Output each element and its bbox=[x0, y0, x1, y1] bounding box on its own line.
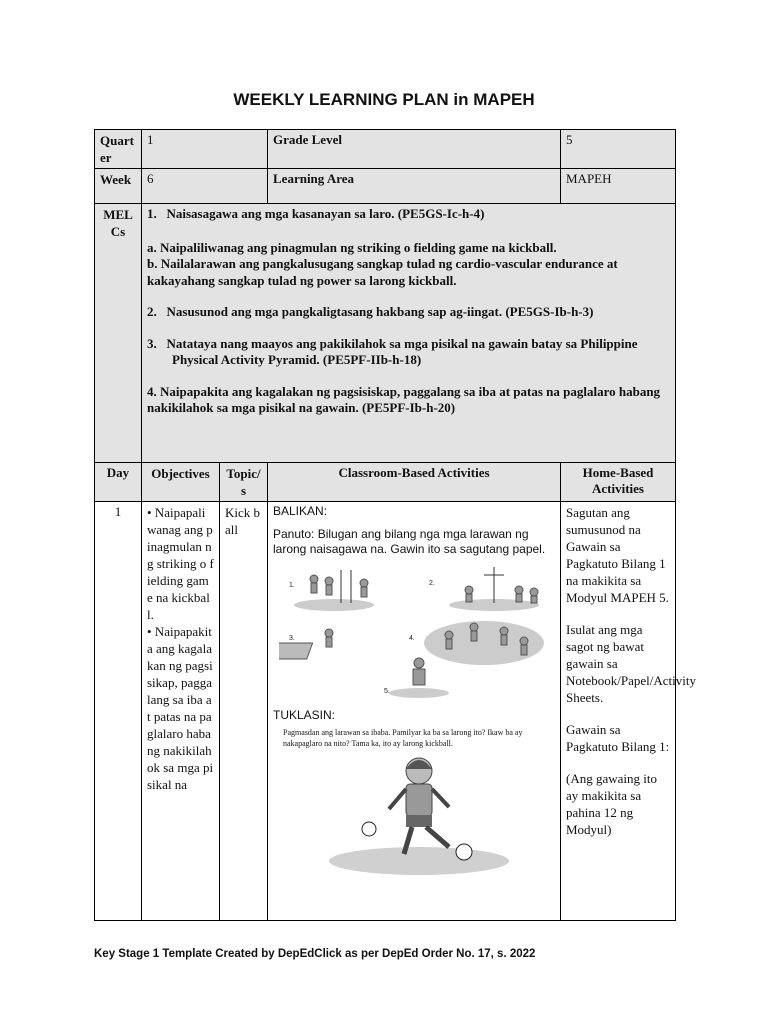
quarter-label: Quarter bbox=[95, 130, 142, 169]
balikan-heading: BALIKAN: bbox=[273, 504, 328, 518]
kids-games-illustration bbox=[279, 565, 549, 700]
home-activity-2: Isulat ang mga sagot ng bawat gawain sa Notebook/Papel/Activity Sheets. bbox=[566, 622, 696, 705]
home-activity-3: Gawain sa Pagkatuto Bilang 1: bbox=[566, 722, 670, 754]
melcs-row bbox=[95, 204, 676, 463]
objective-1: • Naipapaliwanag ang pinagmulan ng striking o fielding game na kickball. bbox=[147, 505, 214, 622]
melc-item-2: 2. Nasusunod ang mga pangkaligtasang hakbang sap ag-iingat. (PE5GS-Ib-h-3) bbox=[147, 304, 594, 319]
learning-area-value: MAPEH bbox=[561, 169, 676, 204]
kickball-boy-illustration bbox=[314, 749, 514, 879]
grade-level-label: Grade Level bbox=[268, 130, 561, 169]
day-1-row bbox=[95, 502, 676, 921]
col-day: Day bbox=[95, 463, 142, 502]
melc-item-4: 4. Naipapakita ang kagalakan ng pagsisiskap, paggalang sa iba at patas na paglalaro habang nakikilahok sa mga pisikal na gawain. (PE5PF-Ib-h-20) bbox=[147, 383, 661, 415]
pic-number-4: 4. bbox=[409, 635, 415, 642]
grade-level-value: 5 bbox=[561, 130, 676, 169]
melc-item-3: 3. Natataya nang maayos ang pakikilahok sa mga pisikal na gawain batay sa Philippine Physical Activity Pyramid. (PE5PF-IIb-h-18) bbox=[147, 335, 638, 367]
melc-item-1b: b. Nailalarawan ang pangkalusugang sangkap tulad ng cardio-vascular endurance at kakayahang sangkap tulad ng power sa larong kickball. bbox=[147, 256, 618, 288]
objectives-cell bbox=[142, 502, 220, 921]
classroom-activities-cell bbox=[268, 502, 561, 921]
day-number: 1 bbox=[95, 502, 142, 921]
week-value: 6 bbox=[142, 169, 268, 204]
melc-item-1a: a. Naipaliliwanag ang pinagmulan ng striking o fielding game na kickball. bbox=[147, 239, 557, 255]
melcs-content bbox=[142, 204, 676, 463]
week-label: Week bbox=[95, 169, 142, 204]
col-topics: Topic/s bbox=[220, 463, 268, 502]
pic-number-1: 1. bbox=[289, 582, 295, 589]
col-home-activities: Home-Based Activities bbox=[561, 463, 676, 502]
week-row bbox=[95, 169, 676, 204]
pic-number-5: 5. bbox=[384, 688, 390, 695]
melc-item-1: 1. Naisasagawa ang mga kasanayan sa laro. (PE5GS-Ic-h-4) bbox=[147, 206, 485, 221]
tuklasin-text: Pagmasdan ang larawan sa ibaba. Pamilyar ka ba sa larong ito? Ikaw ba ay nakapaglaro na nito? Tama ka, ito ay larong kickball. bbox=[283, 728, 523, 748]
learning-plan-table bbox=[94, 129, 696, 921]
home-activities-cell bbox=[561, 502, 696, 921]
pic-number-3: 3. bbox=[289, 635, 295, 642]
pic-number-2: 2. bbox=[429, 580, 435, 587]
balikan-instructions: Panuto: Bilugan ang bilang nga mga larawan ng larong naisagawa na. Gawin ito sa sagutang papel. bbox=[273, 527, 546, 556]
topic-cell: Kick ball bbox=[220, 502, 268, 921]
footer-note: Key Stage 1 Template Created by DepEdClick as per DepEd Order No. 17, s. 2022 bbox=[94, 948, 536, 960]
learning-area-label: Learning Area bbox=[268, 169, 561, 204]
column-header-row bbox=[95, 463, 676, 502]
melcs-label: MELCs bbox=[95, 204, 142, 463]
col-objectives: Objectives bbox=[142, 463, 220, 502]
col-classroom-activities: Classroom-Based Activities bbox=[268, 463, 561, 502]
quarter-value: 1 bbox=[142, 130, 268, 169]
quarter-row bbox=[95, 130, 676, 169]
page-title: WEEKLY LEARNING PLAN in MAPEH bbox=[233, 90, 535, 109]
objective-2: • Naipapakita ang kagalakan ng pagsisikap, paggalang sa iba at patas na paglalaro habang nakikilahok sa mga pisikal na bbox=[147, 624, 214, 792]
home-activity-4: (Ang gawaing ito ay makikita sa pahina 12 ng Modyul) bbox=[566, 771, 657, 837]
tuklasin-heading: TUKLASIN: bbox=[273, 708, 336, 722]
home-activity-1: Sagutan ang sumusunod na Gawain sa Pagkatuto Bilang 1 na makikita sa Modyul MAPEH 5. bbox=[566, 505, 669, 605]
